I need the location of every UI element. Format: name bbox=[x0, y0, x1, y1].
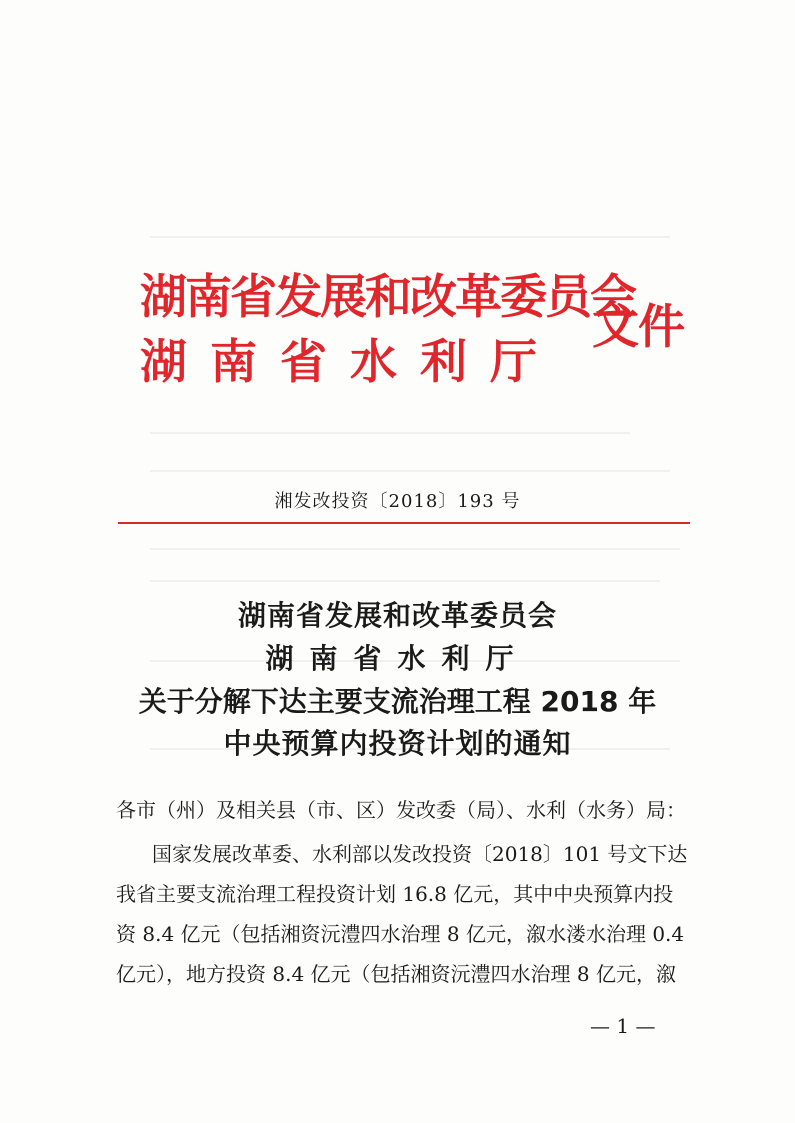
title-line1: 湖南省发展和改革委员会 bbox=[237, 599, 557, 632]
show-through-line bbox=[150, 548, 680, 550]
show-through-line bbox=[150, 236, 670, 238]
document-header bbox=[140, 268, 684, 418]
body-line: 资 8.4 亿元（包括湘资沅澧四水治理 8 亿元，溆水溇水治理 0.4 bbox=[116, 922, 685, 946]
body-line: 我省主要支流治理工程投资计划 16.8 亿元，其中中央预算内投 bbox=[116, 882, 674, 906]
title-line4: 中央预算内投资计划的通知 bbox=[223, 727, 572, 760]
header-divider bbox=[118, 522, 690, 524]
show-through-line bbox=[150, 580, 660, 582]
show-through-line bbox=[150, 470, 670, 472]
page-number: — 1 — bbox=[590, 1014, 656, 1038]
header-suffix: 文件 bbox=[592, 300, 684, 355]
header-agency-line2: 湖南省水利厅 bbox=[140, 335, 560, 390]
title-line3: 关于分解下达主要支流治理工程 2018 年 bbox=[138, 685, 657, 718]
body-line: 亿元），地方投资 8.4 亿元（包括湘资沅澧四水治理 8 亿元，溆 bbox=[116, 962, 676, 986]
salutation: 各市（州）及相关县（市、区）发改委（局）、水利（水务）局： bbox=[116, 798, 686, 822]
body-line: 国家发展改革委、水利部以发改投资〔2018〕101 号文下达 bbox=[152, 842, 688, 866]
show-through-line bbox=[150, 432, 630, 434]
header-agency-line1: 湖南省发展和改革委员会 bbox=[140, 270, 635, 325]
title-line2: 湖南省水利厅 bbox=[265, 642, 530, 675]
document-number: 湘发改投资〔2018〕193 号 bbox=[274, 491, 521, 512]
